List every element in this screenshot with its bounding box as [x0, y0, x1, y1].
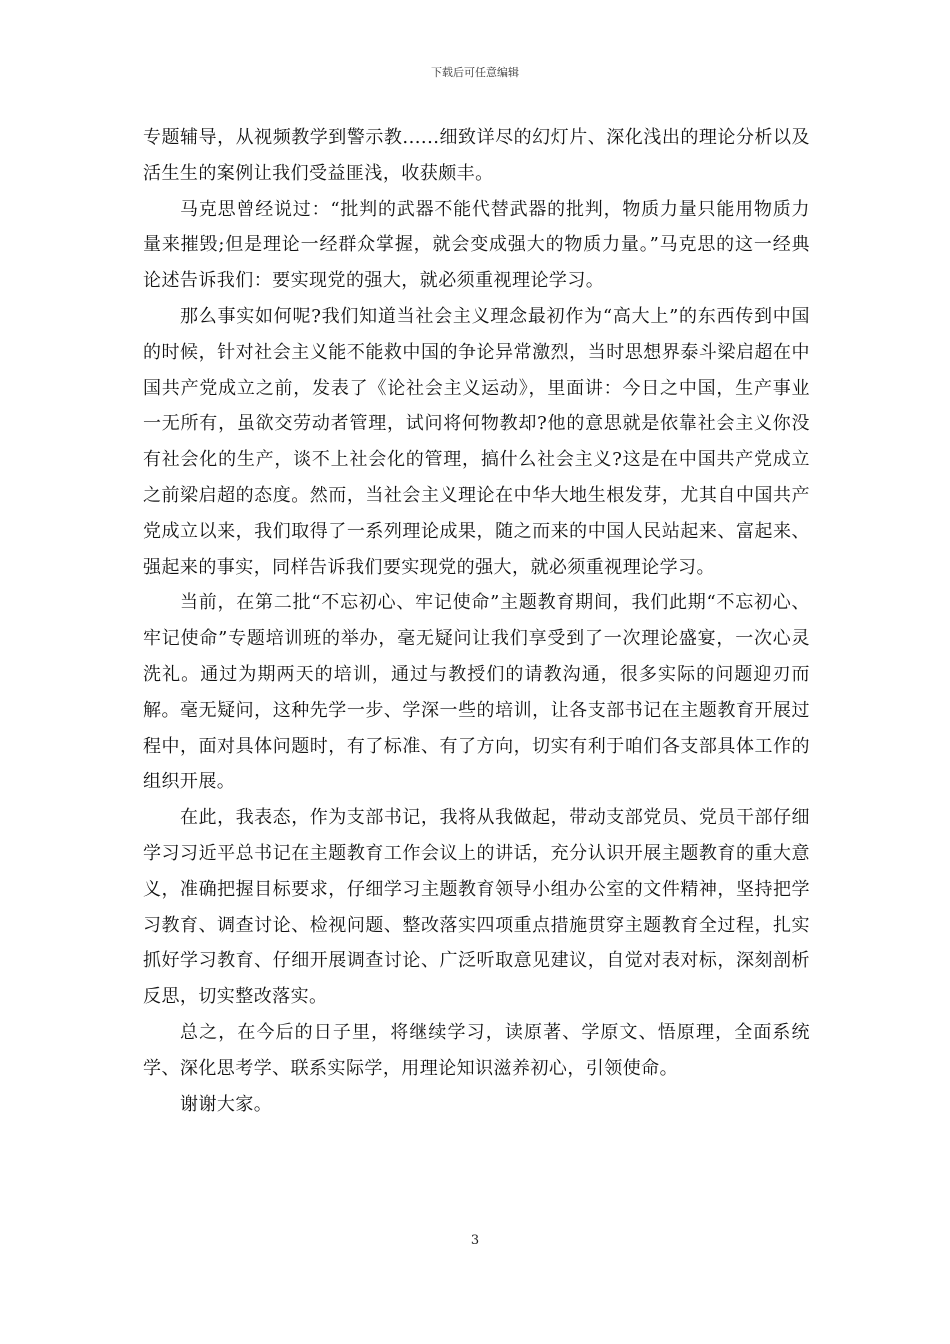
paragraph-3: 那么事实如何呢?我们知道当社会主义理念最初作为“高大上”的东西传到中国的时候，针对社会主义能不能救中国的争论异常激烈，当时思想界泰斗梁启超在中国共产党成立之前，发表了《论社会主义运动》，里面讲：今日之中国，生产事业一无所有，虽欲交劳动者管理，试问将何物教却?他的意思就是依靠社会主义你没有社会化的生产，谈不上社会化的管理，搞什么社会主义?这是在中国共产党成立之前梁启超的态度。然而，当社会主义理论在中华大地生根发芽，尤其自中国共产党成立以来，我们取得了一系列理论成果，随之而来的中国人民站起来、富起来、强起来的事实，同样告诉我们要实现党的强大，就必须重视理论学习。	[143, 305, 810, 578]
paragraph-5: 在此，我表态，作为支部书记，我将从我做起，带动支部党员、党员干部仔细学习习近平总书记在主题教育工作会议上的讲话，充分认识开展主题教育的重大意义，准确把握目标要求，仔细学习主题教育领导小组办公室的文件精神，坚持把学习教育、调查讨论、检视问题、整改落实四项重点措施贯穿主题教育全过程，扎实抓好学习教育、仔细开展调查讨论、广泛听取意见建议，自觉对表对标，深刻剖析反思，切实整改落实。	[143, 807, 810, 1008]
document-body	[143, 120, 810, 1122]
paragraph-7: 谢谢大家。	[180, 1093, 273, 1115]
paragraph-1: 专题辅导，从视频教学到警示教......细致详尽的幻灯片、深化浅出的理论分析以及活生生的案例让我们受益匪浅，收获颇丰。	[143, 127, 810, 184]
paragraph-6: 总之，在今后的日子里，将继续学习，读原著、学原文、悟原理，全面系统学、深化思考学、联系实际学，用理论知识滋养初心，引领使命。	[143, 1021, 810, 1079]
paragraph-2: 马克思曾经说过：“批判的武器不能代替武器的批判，物质力量只能用物质力量来摧毁;但是理论一经群众掌握，就会变成强大的物质力量。”马克思的这一经典论述告诉我们：要实现党的强大，就必须重视理论学习。	[143, 198, 810, 292]
page-header: 下载后可任意编辑	[431, 66, 519, 79]
paragraph-4: 当前，在第二批“不忘初心、牢记使命”主题教育期间，我们此期“不忘初心、牢记使命”专题培训班的举办，毫无疑问让我们享受到了一次理论盛宴，一次心灵洗礼。通过为期两天的培训，通过与教授们的请教沟通，很多实际的问题迎刃而解。毫无疑问，这种先学一步、学深一些的培训，让各支部书记在主题教育开展过程中，面对具体问题时，有了标准、有了方向，切实有利于咱们各支部具体工作的组织开展。	[143, 592, 810, 793]
page-number: 3	[470, 1233, 480, 1248]
